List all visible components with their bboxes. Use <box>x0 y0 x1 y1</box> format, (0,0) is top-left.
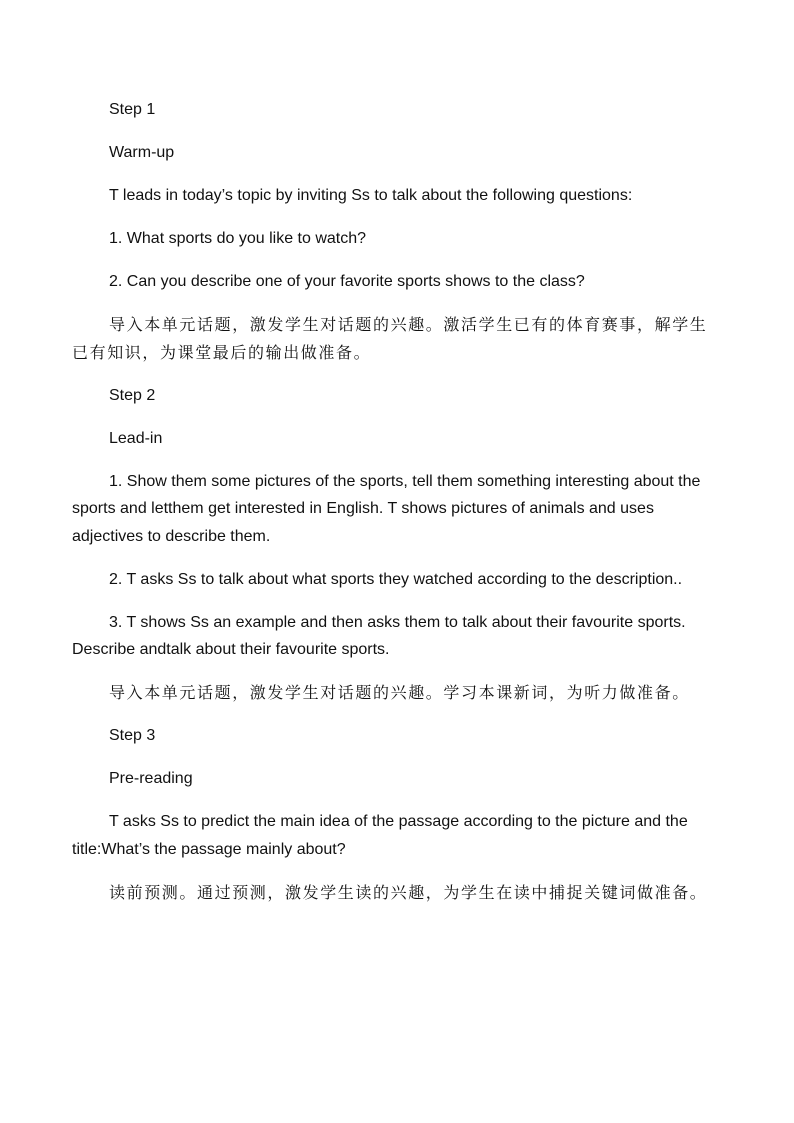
step3-heading: Step 3 <box>109 727 156 744</box>
document-body <box>72 96 712 906</box>
step1-question-2: 2. Can you describe one of your favorite sports shows to the class? <box>109 273 585 290</box>
step3-purpose: 读前预测。通过预测，激发学生读的兴趣，为学生在读中捕捉关键词做准备。 <box>109 882 708 902</box>
step1-heading: Step 1 <box>109 101 156 118</box>
step2-title: Lead-in <box>109 429 163 447</box>
step2-item-2: 2. T asks Ss to talk about what sports they watched according to the description.. <box>109 570 683 588</box>
step1-purpose: 导入本单元话题，激发学生对话题的兴趣。激活学生已有的体育赛事，解学生已有知识，为课堂最后的输出做准备。 <box>72 315 708 362</box>
step2-purpose: 导入本单元话题，激发学生对话题的兴趣。学习本课新词，为听力做准备。 <box>109 683 690 702</box>
step2-item-1: 1. Show them some pictures of the sports, tell them something interesting about the sports and letthem get interested in English. T shows pictures of animals and uses adjectives to describe them. <box>72 472 701 545</box>
step3-title: Pre-reading <box>109 770 193 787</box>
step1-title: Warm-up <box>109 144 175 161</box>
step1-intro: T leads in today’s topic by inviting Ss to talk about the following questions: <box>109 187 633 204</box>
step2-heading: Step 2 <box>109 386 156 404</box>
step3-task: T asks Ss to predict the main idea of the passage according to the picture and the title:What’s the passage mainly about? <box>72 813 688 858</box>
step1-question-1: 1. What sports do you like to watch? <box>109 230 367 247</box>
step2-item-3: 3. T shows Ss an example and then asks them to talk about their favourite sports. Describe andtalk about their favourite sports. <box>72 613 686 658</box>
